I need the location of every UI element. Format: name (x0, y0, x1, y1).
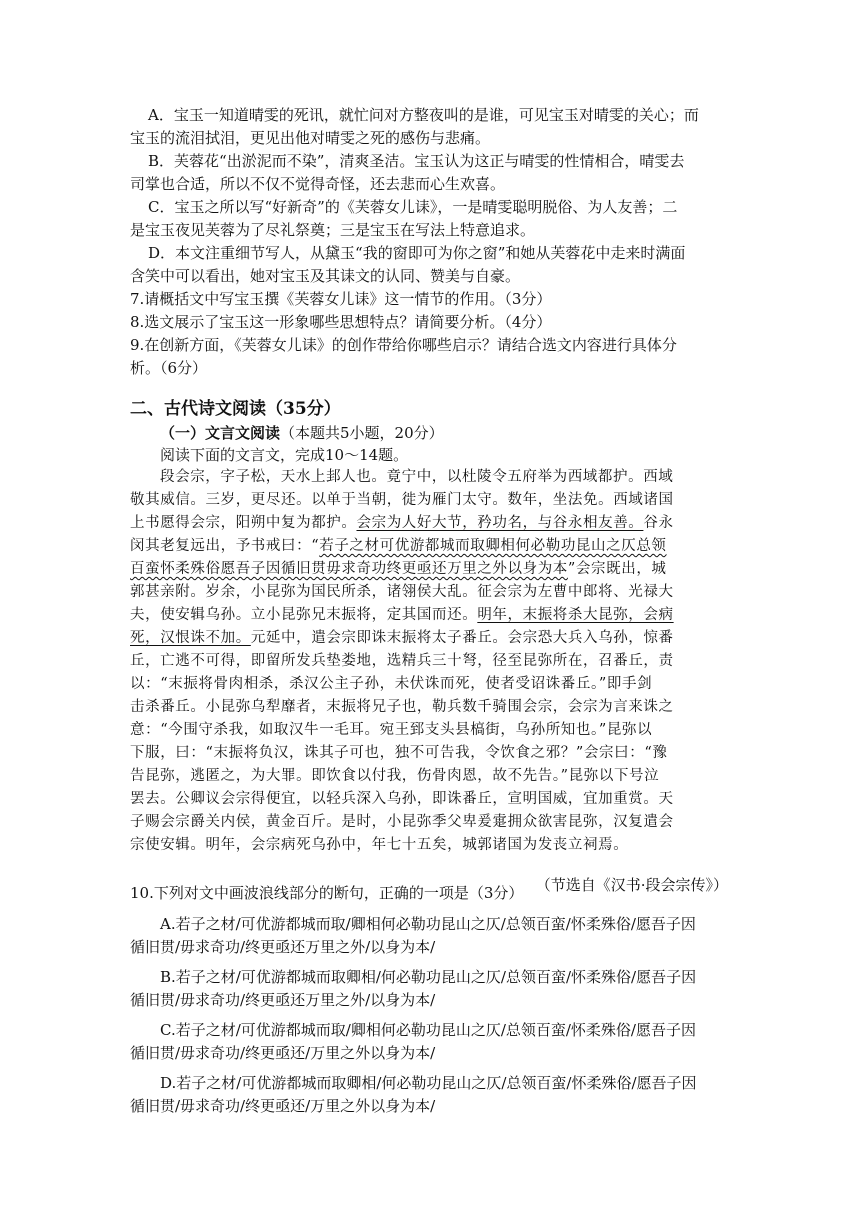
question-7: 7.请概括文中写宝玉撰《芙蓉女儿诔》这一情节的作用。（3分） (130, 290, 552, 308)
underlined-sentence-1: 会宗为人好大节，矜功名，与谷永相友善。 (356, 515, 644, 531)
option-d-line2: 含笑中可以看出，她对宝玉及其诔文的认同、赞美与自豪。 (130, 267, 521, 285)
passage-line-12: 意：“今围守杀我，如取汉牛一毛耳。宛王郅支头县槁街，乌孙所知也。”昆弥以 (130, 722, 653, 738)
q10-option-b-line1: B.若子之材/可优游都城而取卿相/何必勒功昆山之仄/总领百蛮/怀柔殊俗/愿吾子因 (160, 968, 697, 986)
q10-option-d-line1: D.若子之材/可优游都城而取卿相/何必勒功昆山之仄/总领百蛮/怀柔殊俗/愿吾子因 (160, 1074, 697, 1092)
passage-line-9: 丘，亡逃不可得，即留所发兵垫娄地，选精兵三十弩，径至昆弥所在，召番丘，责 (130, 653, 674, 669)
passage-line-14: 告昆弥，逃匿之，为大罪。即饮食以付我，伤骨肉恩，故不先告。”昆弥以下号泣 (130, 768, 660, 784)
passage-text: ”会宗既出，城 (567, 561, 667, 577)
subsection-note: （本题共5小题，20分） (280, 424, 444, 442)
option-d-line1: D．本文注重细节写人，从黛玉“我的窗即可为你之窗”和她从芙蓉花中走来时满面 (148, 244, 686, 262)
passage-line-6: 郭甚亲附。岁余，小昆弥为国民所杀，诸翎侯大乱。征会宗为左曹中郎将、光禄大 (130, 584, 674, 600)
underlined-sentence-2a: 明年，末振将杀大昆弥，会病 (477, 607, 674, 623)
section-title: 二、古代诗文阅读（35分） (130, 399, 341, 419)
passage-line-11: 击杀番丘。小昆弥乌犁靡者，末振将兄子也，勒兵数千骑围会宗，会宗为言来诛之 (130, 699, 674, 715)
passage-line-1: 段会宗，字子松，天水上邽人也。竟宁中，以杜陵令五府举为西域都护。西域 (160, 469, 674, 485)
passage-line-10: 以：“末振将骨肉相杀，杀汉公主子孙，未伏诛而死，使者受诏诛番丘。”即手剑 (130, 676, 653, 692)
passage-text: 元延中，遣会宗即诛末振将太子番丘。会宗恐大兵入乌孙，惊番 (250, 630, 674, 646)
passage-text: 闵其老复远出，予书戒曰：“ (130, 538, 320, 554)
passage-line-4 (130, 535, 730, 558)
source-citation: （节选自《汉书·段会宗传》） (535, 876, 728, 894)
passage-line-17: 宗使安辑。明年，会宗病死乌孙中，年七十五矣，城郭诸国为发丧立祠焉。 (130, 837, 629, 853)
option-a-line1: A．宝玉一知道晴雯的死讯，就忙问对方整夜叫的是谁，可见宝玉对晴雯的关心；而 (148, 106, 699, 124)
q10-option-c-line2: 循旧贯/毋求奇功/终更亟还/万里之外以身为本/ (130, 1044, 436, 1062)
passage-line-8 (130, 627, 730, 650)
passage-line-16: 子赐会宗爵关内侯，黄金百斤。是时，小昆弥季父卑爰疐拥众欲害昆弥，汉复遣会 (130, 814, 674, 830)
question-9-line1: 9.在创新方面，《芙蓉女儿诔》的创作带给你哪些启示？请结合选文内容进行具体分 (130, 336, 677, 354)
wavy-underlined-part-2: 百蛮怀柔殊俗愿吾子因循旧贯毋求奇功终更亟还万里之外以身为本 (130, 561, 568, 577)
q10-option-b-line2: 循旧贯/毋求奇功/终更亟还万里之外/以身为本/ (130, 991, 436, 1009)
option-b-line1: B．芙蓉花“出淤泥而不染”，清爽圣洁。宝玉认为这正与晴雯的性情相合，晴雯去 (148, 152, 685, 170)
option-b-line2: 司掌也合适，所以不仅不觉得奇怪，还去悲而心生欢喜。 (130, 175, 506, 193)
subsection-heading (160, 422, 760, 445)
option-a-line2: 宝玉的流泪拭泪，更见出他对晴雯之死的感伤与悲痛。 (130, 129, 491, 147)
instruction: 阅读下面的文言文，完成10～14题。 (160, 446, 409, 464)
passage-line-2: 敬其威信。三岁，更尽还。以单于当朝，徙为雁门太守。数年，坐法免。西域诸国 (130, 492, 674, 508)
option-c-line1: C．宝玉之所以写“好新奇”的《芙蓉女儿诔》，一是晴雯聪明脱俗、为人友善；二 (148, 198, 678, 216)
passage-text: 谷永 (643, 515, 674, 531)
q10-option-a-line2: 循旧贯/毋求奇功/终更亟还万里之外/以身为本/ (130, 938, 436, 956)
passage-line-7 (130, 604, 730, 627)
question-10: 10.下列对文中画波浪线部分的断句，正确的一项是（3分） (130, 884, 524, 902)
passage-line-13: 下服，曰：“末振将负汉，诛其子可也，独不可告我，令饮食之邪？”会宗曰：“豫 (130, 745, 668, 761)
passage-line-5 (130, 558, 730, 581)
passage-line-3 (130, 512, 730, 535)
underlined-sentence-2b: 死，汉恨诛不加。 (130, 630, 251, 646)
option-c-line2: 是宝玉夜见芙蓉为了尽礼祭奠；三是宝玉在写法上特意追求。 (130, 221, 536, 239)
passage-text: 上书愿得会宗，阳朔中复为都护。 (130, 515, 357, 531)
passage-line-15: 罢去。公卿议会宗得便宜，以轻兵深入乌孙，即诛番丘，宣明国威，宜加重赏。天 (130, 791, 674, 807)
q10-option-c-line1: C.若子之材/可优游都城而取/卿相何必勒功昆山之仄/总领百蛮/怀柔殊俗/愿吾子因 (160, 1021, 696, 1039)
question-8: 8.选文展示了宝玉这一形象哪些思想特点？请简要分析。（4分） (130, 313, 552, 331)
subsection-title: （一）文言文阅读 (160, 424, 281, 442)
passage-text: 夫，使安辑乌孙。立小昆弥兄末振将，定其国而还。 (130, 607, 478, 623)
wavy-underlined-part-1: 若子之材可优游都城而取卿相何必勒功昆山之仄总领 (319, 538, 667, 554)
q10-option-d-line2: 循旧贯/毋求奇功/终更亟还/万里之外以身为本/ (130, 1097, 436, 1115)
question-9-line2: 析。（6分） (130, 359, 208, 377)
q10-option-a-line1: A.若子之材/可优游都城而取/卿相何必勒功昆山之仄/总领百蛮/怀柔殊俗/愿吾子因 (160, 915, 696, 933)
